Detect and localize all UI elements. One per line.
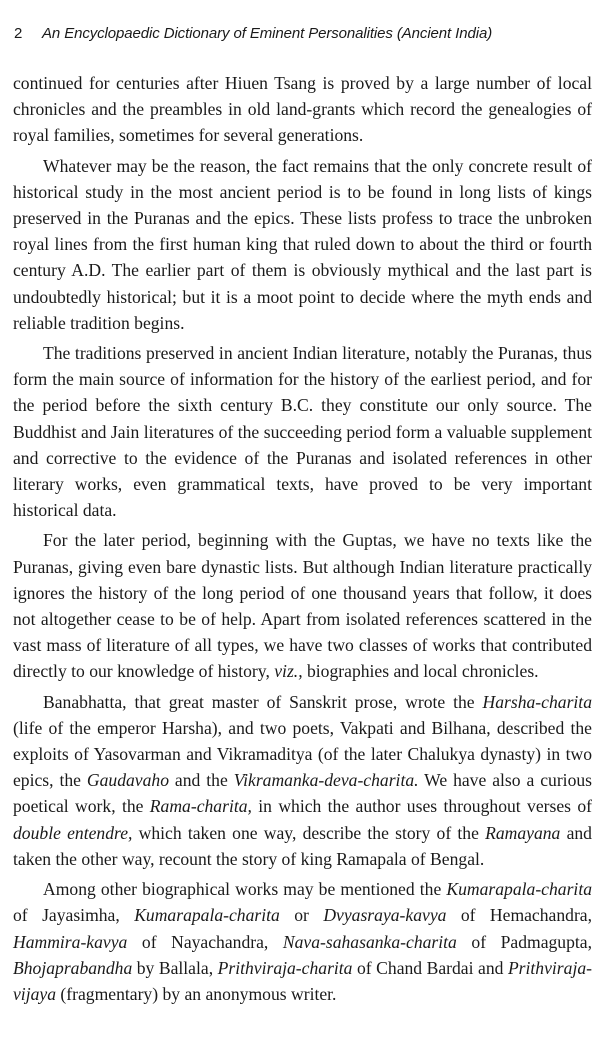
- text-run: of Jayasimha,: [13, 905, 135, 926]
- italic-title: Harsha-charita: [482, 691, 592, 712]
- paragraph-2: [13, 153, 592, 336]
- italic-title: Vikramanka-deva-charita.: [233, 770, 419, 791]
- text-run: of Hemachandra,: [446, 905, 593, 926]
- text-run: (fragmentary) by an anonymous writer.: [56, 983, 337, 1004]
- italic-title: Kumarapala-charita: [446, 879, 592, 900]
- italic-title: Nava-sahasanka-charita: [282, 931, 457, 952]
- italic-title: Kumarapala-charita: [134, 905, 280, 926]
- italic-term: double entendre,: [13, 822, 133, 843]
- text-run: For the later period, beginning with the Guptas, we have no texts like the Puranas, giving even bare dynastic lists. But although Indian literature practically ignores the history of the long period of one thousand years that follow, it does not altogether cease to be of help. Apart from isolated references scattered in the vast mass of literature of all types, we have two classes of works that contributed directly to our knowledge of history,: [13, 530, 592, 682]
- text-run: and taken the other way, recount the story of king Ramapala of Bengal.: [13, 822, 592, 869]
- italic-title: Ramayana: [485, 822, 561, 843]
- text-run: in which the author uses throughout verses of: [251, 796, 592, 817]
- italic-title: Prithviraja-vijaya: [13, 957, 592, 1004]
- text-run: We have also a curious poetical work, the: [13, 770, 593, 817]
- paragraph-5: [13, 689, 592, 872]
- text-run: continued for centuries after Hiuen Tsang is proved by a large number of local chronicles and the preambles in old land-grants which record the genealogies of royal families, sometimes for several generations.: [13, 73, 592, 146]
- italic-title: Prithviraja-charita: [217, 957, 353, 978]
- text-run: of Chand Bardai and: [352, 957, 508, 978]
- text-run: of Padmagupta,: [456, 931, 592, 952]
- text-run: or: [279, 905, 324, 926]
- italic-title: Dvyasraya-kavya: [323, 905, 447, 926]
- text-run: Whatever may be the reason, the fact remains that the only concrete result of historical study in the most ancient period is to be found in long lists of kings preserved in the Puranas and the epics. These lists profess to trace the unbroken royal lines from the first human king that ruled down to about the third or fourth century A.D. The earlier part of them is obviously mythical and the last part is undoubtedly historical; but it is a moot point to decide where the myth ends and reliable tradition begins.: [13, 155, 592, 333]
- italic-term: viz.,: [274, 661, 303, 682]
- paragraph-1: [13, 70, 592, 149]
- italic-title: Gaudavaho: [86, 770, 169, 791]
- text-run: biographies and local chronicles.: [302, 661, 539, 682]
- text-run: which taken one way, describe the story of the: [132, 822, 486, 843]
- body-text: [13, 70, 592, 1007]
- text-run: Banabhatta, that great master of Sanskrit prose, wrote the: [43, 691, 483, 712]
- text-run: of Nayachandra,: [127, 931, 283, 952]
- running-title: An Encyclopaedic Dictionary of Eminent Personalities (Ancient India): [42, 25, 493, 42]
- running-header: [13, 24, 592, 44]
- text-run: (life of the emperor Harsha), and two poets, Vakpati and Bilhana, described the exploits of Yasovarman and Vikramaditya (of the later Chalukya dynasty) in two epics, the: [13, 717, 592, 791]
- italic-title: Hammira-kavya: [13, 931, 128, 952]
- page-number: 2: [14, 25, 23, 42]
- italic-title: Rama-charita,: [149, 796, 252, 817]
- paragraph-4: [13, 527, 592, 684]
- paragraph-6: [13, 876, 592, 1007]
- text-run: and the: [169, 770, 234, 791]
- text-run: The traditions preserved in ancient Indian literature, notably the Puranas, thus form the main source of information for the history of the earliest period, and for the period before the sixth century B.C. they constitute our only source. The Buddhist and Jain literatures of the succeeding period form a valuable supplement and corrective to the evidence of the Puranas and isolated references in other literary works, even grammatical texts, have proved to be very important historical data.: [13, 343, 592, 521]
- paragraph-3: [13, 340, 592, 523]
- text-run: Among other biographical works may be mentioned the: [43, 879, 447, 900]
- italic-title: Bhojaprabandha: [13, 957, 133, 978]
- text-run: by Ballala,: [132, 957, 218, 978]
